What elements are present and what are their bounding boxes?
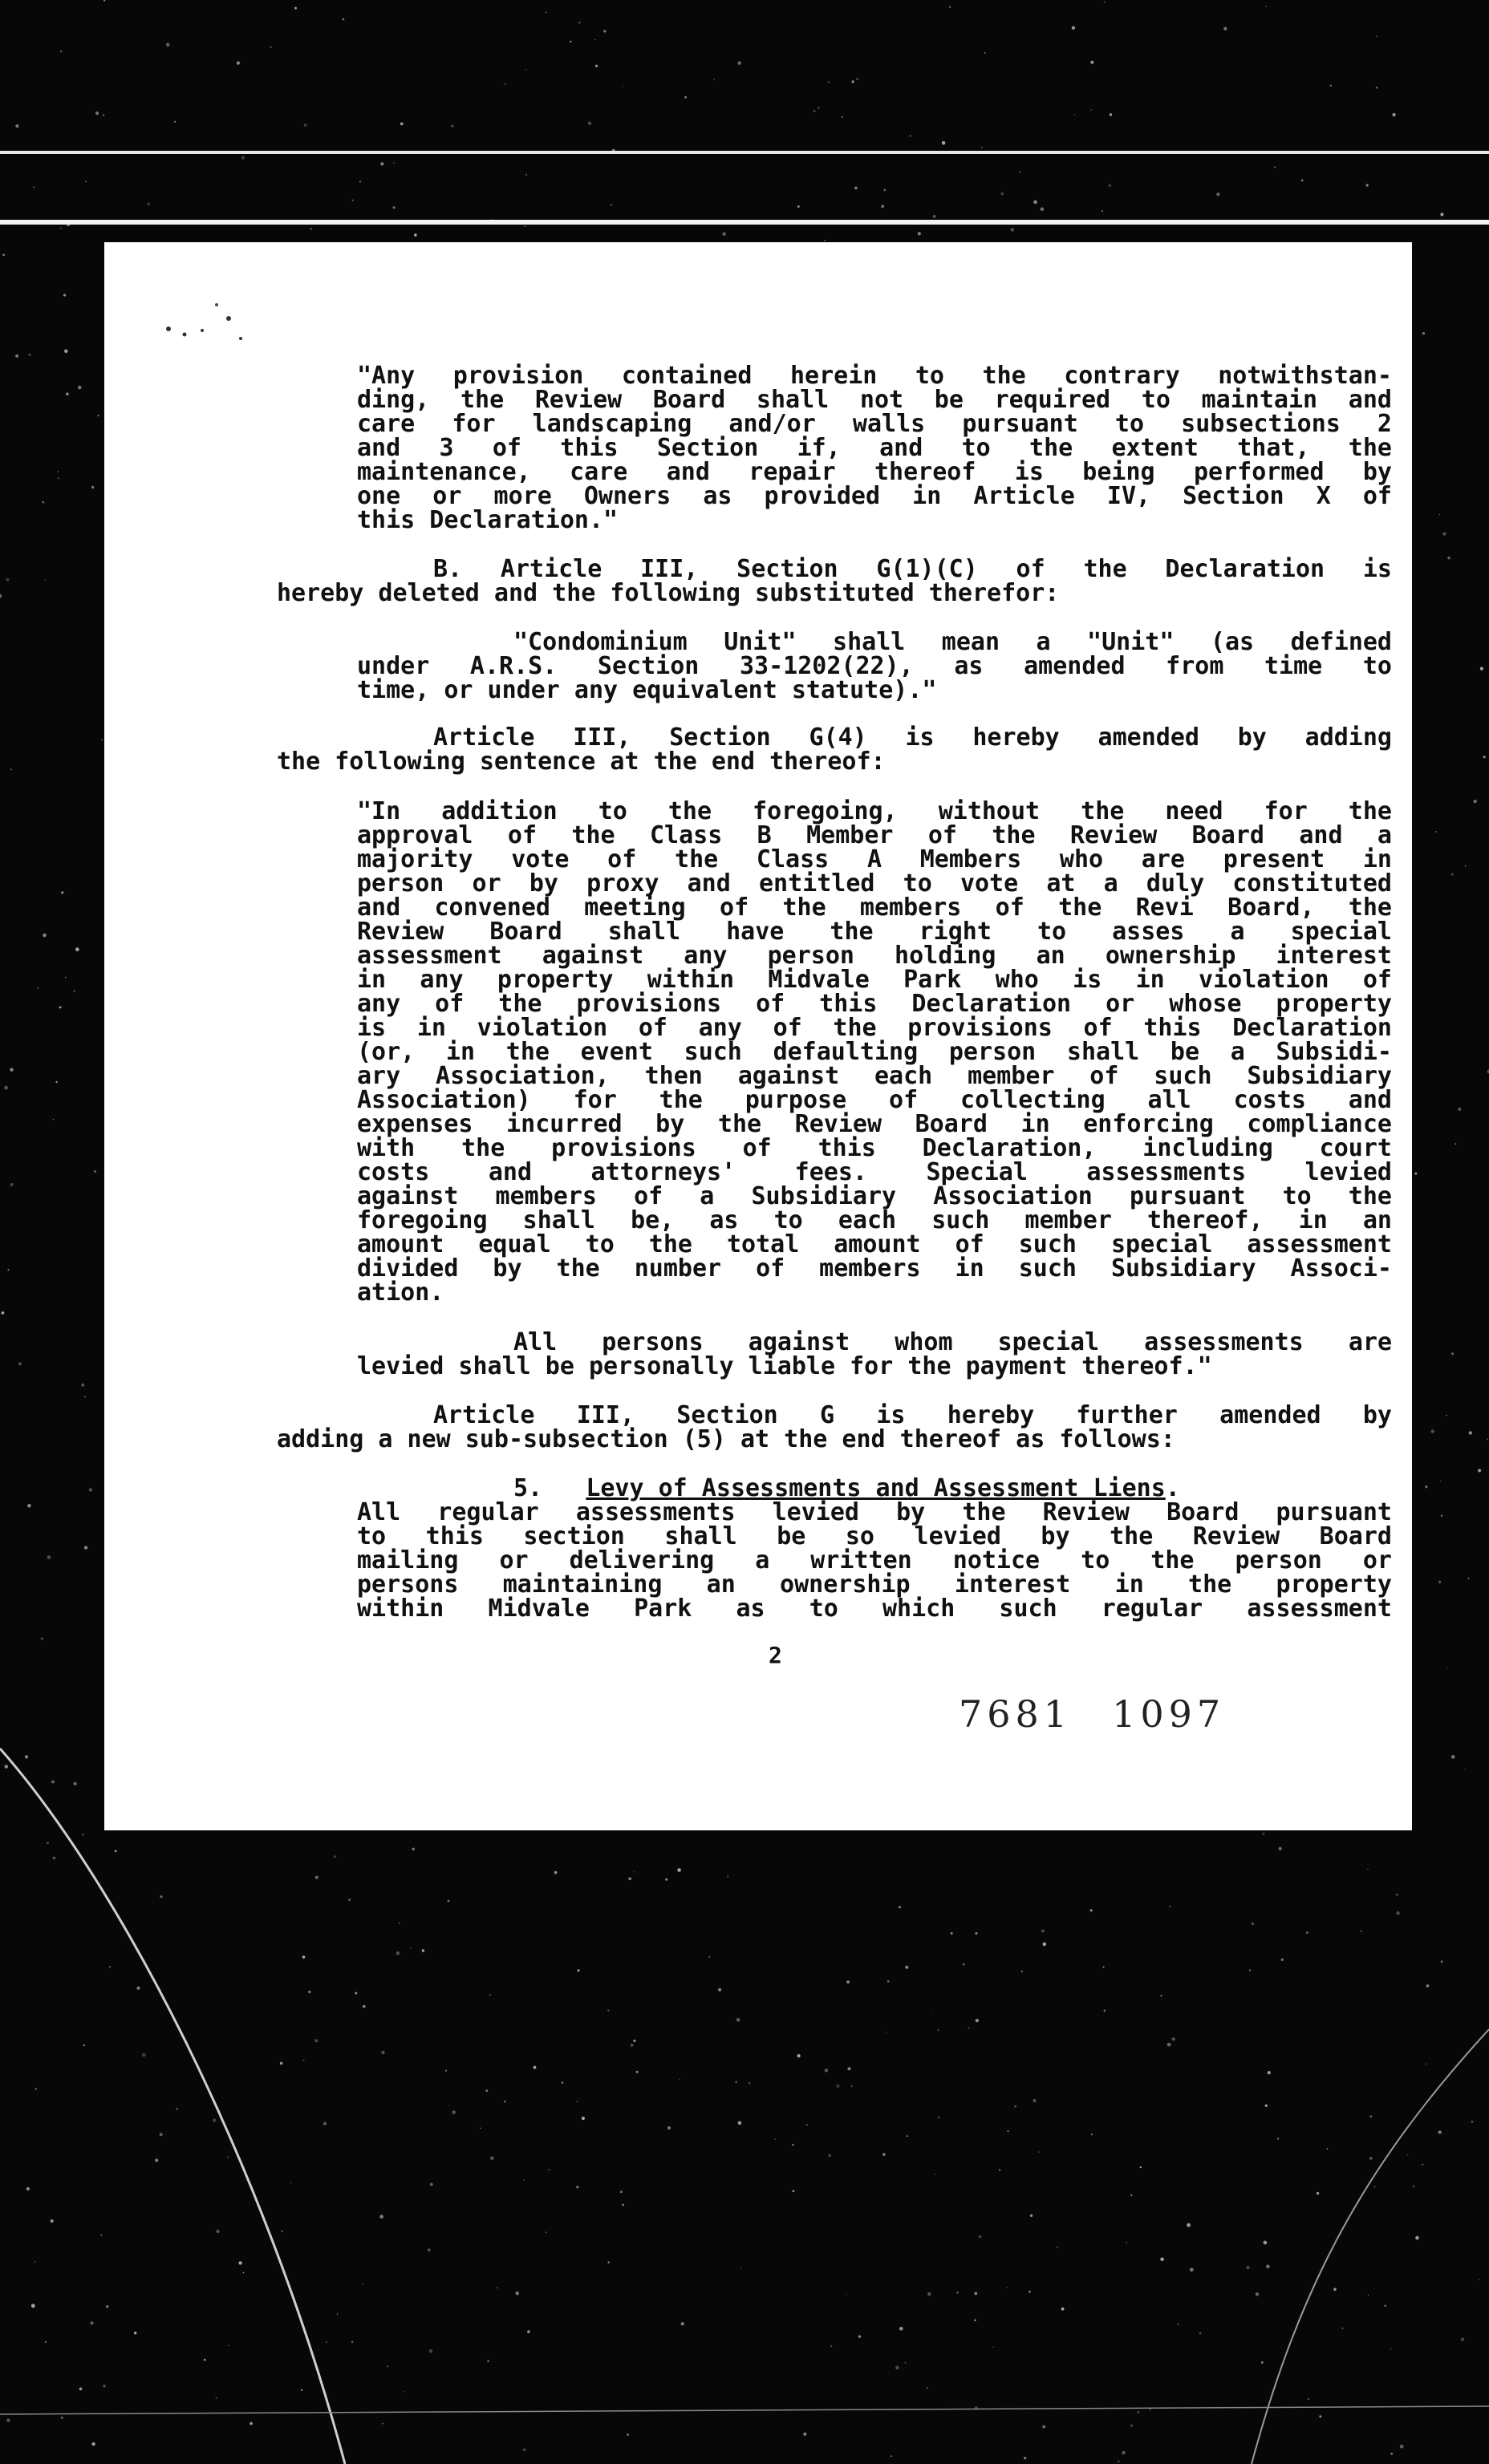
text-line: B. Article III, Section G(1)(C) of the Declaration is xyxy=(433,555,1392,583)
text-line: majority vote of the Class A Members who are present in xyxy=(357,845,1392,873)
text-line: time, or under any equivalent statute)." xyxy=(357,676,937,704)
text-line: "Any provision contained herein to the contrary notwithstan- xyxy=(357,362,1392,390)
text-line: this Declaration." xyxy=(357,506,619,534)
text-line: All persons against whom special assessments are xyxy=(513,1328,1392,1356)
stamp-docket: 7681 xyxy=(959,1692,1073,1736)
text-line: maintenance, care and repair thereof is being performed by xyxy=(357,458,1392,486)
text-line: levied shall be personally liable for the payment thereof." xyxy=(357,1352,1212,1380)
text-line: one or more Owners as provided in Article IV, Section X of xyxy=(357,482,1392,510)
text-line: assessment against any person holding an ownership interest xyxy=(357,942,1392,970)
text-line: to this section shall be so levied by the Review Board xyxy=(357,1522,1392,1550)
text-line: under A.R.S. Section 33-1202(22), as amended from time to xyxy=(357,652,1392,680)
text-line: against members of a Subsidiary Association pursuant to the xyxy=(357,1182,1392,1210)
text-line: and 3 of this Section if, and to the extent that, the xyxy=(357,434,1392,462)
section-heading xyxy=(513,1474,1180,1502)
heading-period: . xyxy=(1165,1474,1180,1502)
text-line: mailing or delivering a written notice to the person or xyxy=(357,1546,1392,1574)
text-line: persons maintaining an ownership interest in the property xyxy=(357,1570,1392,1599)
text-line: Association) for the purpose of collecting all costs and xyxy=(357,1086,1392,1114)
text-line: divided by the number of members in such Subsidiary Associ- xyxy=(357,1254,1392,1283)
text-line: and convened meeting of the members of the Revi Board, the xyxy=(357,894,1392,922)
text-line: any of the provisions of this Declaration or whose property xyxy=(357,990,1392,1018)
text-line: ary Association, then against each member of such Subsidiary xyxy=(357,1062,1392,1090)
text-line: amount equal to the total amount of such special assessment xyxy=(357,1230,1392,1258)
heading-title: Levy of Assessments and Assessment Liens xyxy=(586,1474,1166,1502)
text-line: the following sentence at the end thereof: xyxy=(277,748,886,776)
heading-number: 5. xyxy=(513,1474,543,1502)
text-line: with the provisions of this Declaration, including court xyxy=(357,1134,1392,1162)
text-line: person or by proxy and entitled to vote at a duly constituted xyxy=(357,869,1392,898)
recording-stamp xyxy=(959,1692,1265,1736)
text-line: adding a new sub-subsection (5) at the end thereof as follows: xyxy=(277,1425,1175,1453)
scan-top-band-2 xyxy=(0,220,1489,225)
scan-top-band xyxy=(0,151,1489,154)
document-page xyxy=(104,242,1412,1830)
text-line: (or, in the event such defaulting person shall be a Subsidi- xyxy=(357,1038,1392,1066)
text-line: approval of the Class B Member of the Review Board and a xyxy=(357,821,1392,849)
text-line: hereby deleted and the following substituted therefor: xyxy=(277,579,1060,607)
text-line: "Condominium Unit" shall mean a "Unit" (as defined xyxy=(513,628,1392,656)
text-line: Article III, Section G is hereby further amended by xyxy=(433,1401,1392,1429)
stamp-page: 1097 xyxy=(1112,1692,1226,1736)
text-line: "In addition to the foregoing, without the need for the xyxy=(357,797,1392,825)
text-line: Article III, Section G(4) is hereby amended by adding xyxy=(433,723,1392,752)
text-line: in any property within Midvale Park who is in violation of xyxy=(357,966,1392,994)
text-line: expenses incurred by the Review Board in enforcing compliance xyxy=(357,1110,1392,1138)
text-line: Review Board shall have the right to asses a special xyxy=(357,918,1392,946)
text-line: All regular assessments levied by the Review Board pursuant xyxy=(357,1498,1392,1526)
text-line: costs and attorneys' fees. Special assessments levied xyxy=(357,1158,1392,1186)
text-line: care for landscaping and/or walls pursuant to subsections 2 xyxy=(357,410,1392,438)
text-line: ding, the Review Board shall not be required to maintain and xyxy=(357,386,1392,414)
text-line: foregoing shall be, as to each such member thereof, in an xyxy=(357,1206,1392,1234)
page-number: 2 xyxy=(769,1642,782,1668)
text-line: within Midvale Park as to which such regular assessment xyxy=(357,1595,1392,1623)
document-body xyxy=(104,242,1412,1830)
text-line: ation. xyxy=(357,1279,444,1307)
text-line: is in violation of any of the provisions of this Declaration xyxy=(357,1014,1392,1042)
